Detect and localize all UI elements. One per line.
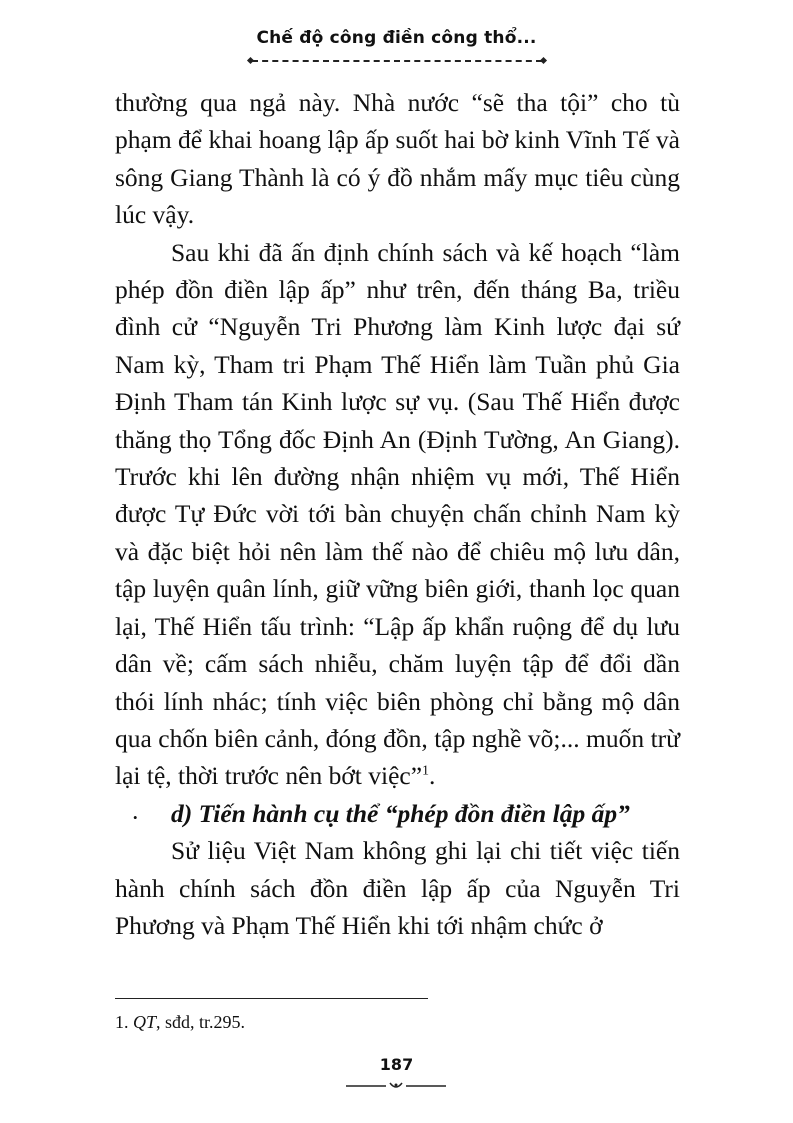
- paragraph-2-end: .: [429, 761, 436, 791]
- footnote-ref-rest: , sđd, tr.295.: [156, 1012, 246, 1032]
- footnote-ref: 1: [422, 763, 430, 779]
- section-heading: [115, 795, 680, 832]
- page-number: 187: [379, 1055, 414, 1074]
- paragraph-2-text: Sau khi đã ấn định chính sách và kế hoạch “làm phép đồn điền lập ấp” như trên, đến tháng Ba, triều đình cử “Nguyễn Tri Phương làm Kinh lược đại sứ Nam kỳ, Tham tri Phạm Thế Hiển làm Tuần phủ Gia Định Tham tán Kinh lược sự vụ. (Sau Thế Hiển được thăng thọ Tổng đốc Định An (Định Tường, An Giang). Trước khi lên đường nhận nhiệm vụ mới, Thế Hiển được Tự Đức vời tới bàn chuyện chấn chỉnh Nam kỳ và đặc biệt hỏi nên làm thế nào để chiêu mộ lưu dân, tập luyện quân lính, giữ vững biên giới, thanh lọc quan lại, Thế Hiển tấu trình: “Lập ấp khẩn ruộng để dụ lưu dân về; cấm sách nhiễu, chăm luyện tập để đổi dần thói lính nhác; tính việc biên phòng chỉ bằng mộ dân qua chốn biên cảnh, đóng đồn, tập nghề võ;... muốn trừ lại tệ, thời trước nên bớt việc”: [115, 237, 680, 791]
- footnote-rule: [115, 998, 428, 999]
- page-ornament-icon: [346, 1080, 446, 1092]
- paragraph-1: thường qua ngả này. Nhà nước “sẽ tha tội” cho tù phạm để khai hoang lập ấp suốt hai bờ kinh Vĩnh Tế và sông Giang Thành là có ý đồ nhắm mấy mục tiêu cùng lúc vậy.: [115, 88, 680, 230]
- body-text: [115, 84, 680, 944]
- paragraph-3: Sử liệu Việt Nam không ghi lại chi tiết việc tiến hành chính sách đồn điền lập ấp của Nguyễn Tri Phương và Phạm Thế Hiển khi tới nhậm chức ở: [115, 836, 680, 940]
- bullet-dot: ·: [131, 802, 140, 832]
- footnote: [115, 1012, 245, 1033]
- footnote-number: 1.: [115, 1012, 129, 1032]
- header-rule: [252, 60, 542, 62]
- paragraph-2: [115, 234, 680, 795]
- section-heading-text: d) Tiến hành cụ thể “phép đồn điền lập ấp”: [171, 798, 630, 828]
- running-header: Chế độ công điền công thổ...: [256, 28, 537, 48]
- footnote-ref-title: QT: [133, 1012, 157, 1032]
